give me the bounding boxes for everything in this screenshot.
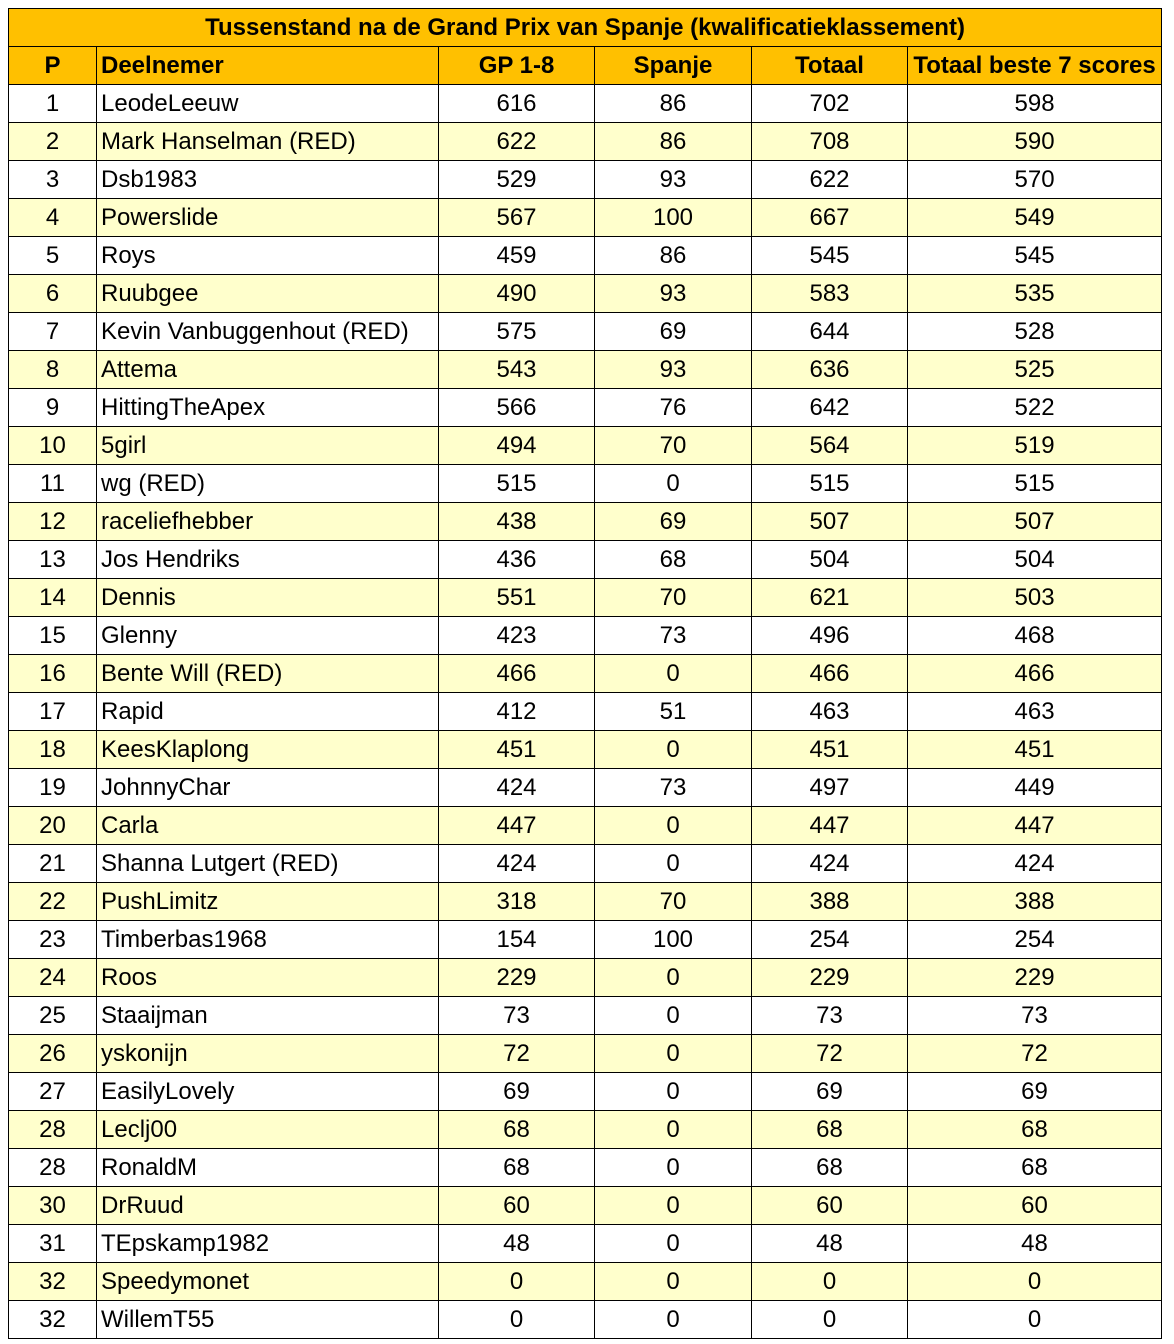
cell-total[interactable]: 545 <box>752 237 908 275</box>
header-best-7-total[interactable]: Totaal beste 7 scores <box>908 47 1162 85</box>
table-row <box>9 769 1162 807</box>
cell-participant[interactable]: Carla <box>97 807 439 845</box>
cell-total[interactable]: 451 <box>752 731 908 769</box>
cell-gp-1-8[interactable]: 436 <box>439 541 595 579</box>
cell-position[interactable]: 22 <box>9 883 97 921</box>
cell-total[interactable]: 68 <box>752 1111 908 1149</box>
cell-spain[interactable]: 0 <box>595 1263 752 1301</box>
cell-participant[interactable]: RonaldM <box>97 1149 439 1187</box>
cell-gp-1-8[interactable]: 566 <box>439 389 595 427</box>
cell-best-7-total[interactable]: 515 <box>908 465 1162 503</box>
cell-best-7-total[interactable]: 535 <box>908 275 1162 313</box>
cell-gp-1-8[interactable]: 459 <box>439 237 595 275</box>
table-row <box>9 161 1162 199</box>
cell-position[interactable]: 9 <box>9 389 97 427</box>
cell-participant[interactable]: EasilyLovely <box>97 1073 439 1111</box>
cell-best-7-total[interactable]: 229 <box>908 959 1162 997</box>
cell-best-7-total[interactable]: 507 <box>908 503 1162 541</box>
cell-gp-1-8[interactable]: 451 <box>439 731 595 769</box>
cell-gp-1-8[interactable]: 229 <box>439 959 595 997</box>
cell-participant[interactable]: HittingTheApex <box>97 389 439 427</box>
cell-participant[interactable]: Rapid <box>97 693 439 731</box>
cell-best-7-total[interactable]: 69 <box>908 1073 1162 1111</box>
cell-position[interactable]: 24 <box>9 959 97 997</box>
cell-participant[interactable]: DrRuud <box>97 1187 439 1225</box>
cell-participant[interactable]: Kevin Vanbuggenhout (RED) <box>97 313 439 351</box>
cell-participant[interactable]: Staaijman <box>97 997 439 1035</box>
cell-total[interactable]: 507 <box>752 503 908 541</box>
cell-spain[interactable]: 0 <box>595 1187 752 1225</box>
cell-position[interactable]: 10 <box>9 427 97 465</box>
standings-sheet <box>8 8 1162 1339</box>
cell-gp-1-8[interactable]: 424 <box>439 845 595 883</box>
header-gp-1-8[interactable]: GP 1-8 <box>439 47 595 85</box>
header-total[interactable]: Totaal <box>752 47 908 85</box>
table-row <box>9 1035 1162 1073</box>
table-row <box>9 313 1162 351</box>
cell-spain[interactable]: 0 <box>595 465 752 503</box>
cell-best-7-total[interactable]: 0 <box>908 1301 1162 1339</box>
header-row <box>9 47 1162 85</box>
cell-position[interactable]: 25 <box>9 997 97 1035</box>
cell-position[interactable]: 12 <box>9 503 97 541</box>
cell-gp-1-8[interactable]: 412 <box>439 693 595 731</box>
cell-spain[interactable]: 70 <box>595 579 752 617</box>
cell-total[interactable]: 621 <box>752 579 908 617</box>
table-title[interactable]: Tussenstand na de Grand Prix van Spanje (kwalificatieklassement) <box>9 9 1162 47</box>
cell-spain[interactable]: 76 <box>595 389 752 427</box>
table-row <box>9 541 1162 579</box>
cell-spain[interactable]: 0 <box>595 997 752 1035</box>
cell-gp-1-8[interactable]: 543 <box>439 351 595 389</box>
cell-spain[interactable]: 0 <box>595 1073 752 1111</box>
cell-total[interactable]: 424 <box>752 845 908 883</box>
table-row <box>9 123 1162 161</box>
cell-best-7-total[interactable]: 549 <box>908 199 1162 237</box>
cell-participant[interactable]: raceliefhebber <box>97 503 439 541</box>
table-row <box>9 883 1162 921</box>
cell-total[interactable]: 504 <box>752 541 908 579</box>
cell-best-7-total[interactable]: 447 <box>908 807 1162 845</box>
table-row <box>9 85 1162 123</box>
cell-participant[interactable]: wg (RED) <box>97 465 439 503</box>
table-row <box>9 1187 1162 1225</box>
cell-participant[interactable]: Roys <box>97 237 439 275</box>
cell-gp-1-8[interactable]: 0 <box>439 1263 595 1301</box>
cell-participant[interactable]: 5girl <box>97 427 439 465</box>
cell-spain[interactable]: 0 <box>595 731 752 769</box>
cell-gp-1-8[interactable]: 423 <box>439 617 595 655</box>
table-row <box>9 275 1162 313</box>
cell-gp-1-8[interactable]: 73 <box>439 997 595 1035</box>
table-row <box>9 1111 1162 1149</box>
cell-participant[interactable]: JohnnyChar <box>97 769 439 807</box>
cell-participant[interactable]: Glenny <box>97 617 439 655</box>
cell-spain[interactable]: 86 <box>595 85 752 123</box>
cell-position[interactable]: 32 <box>9 1263 97 1301</box>
table-row <box>9 997 1162 1035</box>
cell-participant[interactable]: Powerslide <box>97 199 439 237</box>
cell-spain[interactable]: 0 <box>595 845 752 883</box>
cell-participant[interactable]: Mark Hanselman (RED) <box>97 123 439 161</box>
cell-best-7-total[interactable]: 451 <box>908 731 1162 769</box>
cell-participant[interactable]: Timberbas1968 <box>97 921 439 959</box>
cell-participant[interactable]: Dennis <box>97 579 439 617</box>
header-position[interactable]: P <box>9 47 97 85</box>
cell-spain[interactable]: 0 <box>595 807 752 845</box>
cell-total[interactable]: 254 <box>752 921 908 959</box>
cell-total[interactable]: 497 <box>752 769 908 807</box>
cell-gp-1-8[interactable]: 438 <box>439 503 595 541</box>
cell-best-7-total[interactable]: 72 <box>908 1035 1162 1073</box>
title-row <box>9 9 1162 47</box>
cell-best-7-total[interactable]: 545 <box>908 237 1162 275</box>
cell-total[interactable]: 48 <box>752 1225 908 1263</box>
cell-position[interactable]: 23 <box>9 921 97 959</box>
cell-total[interactable]: 708 <box>752 123 908 161</box>
cell-best-7-total[interactable]: 68 <box>908 1149 1162 1187</box>
table-row <box>9 351 1162 389</box>
cell-position[interactable]: 31 <box>9 1225 97 1263</box>
cell-spain[interactable]: 69 <box>595 313 752 351</box>
cell-gp-1-8[interactable]: 494 <box>439 427 595 465</box>
cell-position[interactable]: 32 <box>9 1301 97 1339</box>
cell-gp-1-8[interactable]: 72 <box>439 1035 595 1073</box>
cell-best-7-total[interactable]: 466 <box>908 655 1162 693</box>
cell-gp-1-8[interactable]: 575 <box>439 313 595 351</box>
cell-spain[interactable]: 0 <box>595 1225 752 1263</box>
cell-gp-1-8[interactable]: 60 <box>439 1187 595 1225</box>
cell-spain[interactable]: 0 <box>595 1149 752 1187</box>
cell-position[interactable]: 28 <box>9 1149 97 1187</box>
cell-total[interactable]: 0 <box>752 1301 908 1339</box>
cell-position[interactable]: 30 <box>9 1187 97 1225</box>
cell-participant[interactable]: TEpskamp1982 <box>97 1225 439 1263</box>
cell-total[interactable]: 466 <box>752 655 908 693</box>
cell-total[interactable]: 515 <box>752 465 908 503</box>
table-row <box>9 427 1162 465</box>
table-row <box>9 807 1162 845</box>
cell-position[interactable]: 27 <box>9 1073 97 1111</box>
cell-spain[interactable]: 93 <box>595 275 752 313</box>
cell-participant[interactable]: Leclj00 <box>97 1111 439 1149</box>
cell-total[interactable]: 0 <box>752 1263 908 1301</box>
cell-position[interactable]: 2 <box>9 123 97 161</box>
cell-gp-1-8[interactable]: 68 <box>439 1149 595 1187</box>
cell-gp-1-8[interactable]: 490 <box>439 275 595 313</box>
cell-participant[interactable]: yskonijn <box>97 1035 439 1073</box>
cell-total[interactable]: 72 <box>752 1035 908 1073</box>
cell-participant[interactable]: PushLimitz <box>97 883 439 921</box>
cell-participant[interactable]: WillemT55 <box>97 1301 439 1339</box>
header-participant[interactable]: Deelnemer <box>97 47 439 85</box>
cell-total[interactable]: 564 <box>752 427 908 465</box>
cell-best-7-total[interactable]: 522 <box>908 389 1162 427</box>
cell-total[interactable]: 388 <box>752 883 908 921</box>
cell-position[interactable]: 3 <box>9 161 97 199</box>
table-row <box>9 503 1162 541</box>
cell-spain[interactable]: 100 <box>595 921 752 959</box>
cell-best-7-total[interactable]: 424 <box>908 845 1162 883</box>
cell-best-7-total[interactable]: 60 <box>908 1187 1162 1225</box>
cell-spain[interactable]: 86 <box>595 123 752 161</box>
cell-gp-1-8[interactable]: 567 <box>439 199 595 237</box>
table-row <box>9 845 1162 883</box>
cell-participant[interactable]: Roos <box>97 959 439 997</box>
table-row <box>9 693 1162 731</box>
table-row <box>9 1301 1162 1339</box>
cell-participant[interactable]: Ruubgee <box>97 275 439 313</box>
table-row <box>9 921 1162 959</box>
cell-best-7-total[interactable]: 503 <box>908 579 1162 617</box>
cell-gp-1-8[interactable]: 515 <box>439 465 595 503</box>
cell-position[interactable]: 17 <box>9 693 97 731</box>
cell-spain[interactable]: 68 <box>595 541 752 579</box>
cell-participant[interactable]: Attema <box>97 351 439 389</box>
cell-spain[interactable]: 73 <box>595 617 752 655</box>
cell-spain[interactable]: 73 <box>595 769 752 807</box>
cell-total[interactable]: 463 <box>752 693 908 731</box>
table-body <box>9 85 1162 1339</box>
table-row <box>9 199 1162 237</box>
table-row <box>9 617 1162 655</box>
cell-best-7-total[interactable]: 0 <box>908 1263 1162 1301</box>
cell-position[interactable]: 16 <box>9 655 97 693</box>
cell-participant[interactable]: Dsb1983 <box>97 161 439 199</box>
table-row <box>9 465 1162 503</box>
cell-spain[interactable]: 0 <box>595 959 752 997</box>
cell-gp-1-8[interactable]: 447 <box>439 807 595 845</box>
standings-table <box>8 8 1162 1339</box>
cell-best-7-total[interactable]: 468 <box>908 617 1162 655</box>
cell-total[interactable]: 447 <box>752 807 908 845</box>
cell-best-7-total[interactable]: 525 <box>908 351 1162 389</box>
cell-gp-1-8[interactable]: 48 <box>439 1225 595 1263</box>
cell-gp-1-8[interactable]: 529 <box>439 161 595 199</box>
cell-best-7-total[interactable]: 48 <box>908 1225 1162 1263</box>
cell-spain[interactable]: 70 <box>595 427 752 465</box>
table-row <box>9 655 1162 693</box>
cell-total[interactable]: 68 <box>752 1149 908 1187</box>
cell-gp-1-8[interactable]: 0 <box>439 1301 595 1339</box>
cell-best-7-total[interactable]: 254 <box>908 921 1162 959</box>
cell-spain[interactable]: 69 <box>595 503 752 541</box>
cell-total[interactable]: 667 <box>752 199 908 237</box>
cell-total[interactable]: 636 <box>752 351 908 389</box>
cell-participant[interactable]: Jos Hendriks <box>97 541 439 579</box>
cell-position[interactable]: 7 <box>9 313 97 351</box>
cell-spain[interactable]: 93 <box>595 161 752 199</box>
cell-gp-1-8[interactable]: 466 <box>439 655 595 693</box>
cell-position[interactable]: 1 <box>9 85 97 123</box>
table-row <box>9 959 1162 997</box>
cell-position[interactable]: 8 <box>9 351 97 389</box>
table-row <box>9 731 1162 769</box>
cell-position[interactable]: 6 <box>9 275 97 313</box>
cell-position[interactable]: 5 <box>9 237 97 275</box>
cell-gp-1-8[interactable]: 318 <box>439 883 595 921</box>
cell-best-7-total[interactable]: 590 <box>908 123 1162 161</box>
cell-gp-1-8[interactable]: 616 <box>439 85 595 123</box>
cell-spain[interactable]: 0 <box>595 655 752 693</box>
cell-total[interactable]: 622 <box>752 161 908 199</box>
table-row <box>9 1225 1162 1263</box>
cell-position[interactable]: 15 <box>9 617 97 655</box>
cell-gp-1-8[interactable]: 154 <box>439 921 595 959</box>
cell-total[interactable]: 69 <box>752 1073 908 1111</box>
cell-total[interactable]: 702 <box>752 85 908 123</box>
cell-position[interactable]: 19 <box>9 769 97 807</box>
cell-spain[interactable]: 70 <box>595 883 752 921</box>
cell-position[interactable]: 13 <box>9 541 97 579</box>
cell-spain[interactable]: 0 <box>595 1301 752 1339</box>
cell-total[interactable]: 60 <box>752 1187 908 1225</box>
cell-best-7-total[interactable]: 504 <box>908 541 1162 579</box>
cell-spain[interactable]: 100 <box>595 199 752 237</box>
cell-gp-1-8[interactable]: 551 <box>439 579 595 617</box>
cell-participant[interactable]: Bente Will (RED) <box>97 655 439 693</box>
table-row <box>9 237 1162 275</box>
table-row <box>9 389 1162 427</box>
cell-participant[interactable]: Shanna Lutgert (RED) <box>97 845 439 883</box>
cell-spain[interactable]: 93 <box>595 351 752 389</box>
cell-position[interactable]: 28 <box>9 1111 97 1149</box>
cell-total[interactable]: 229 <box>752 959 908 997</box>
cell-participant[interactable]: KeesKlaplong <box>97 731 439 769</box>
cell-spain[interactable]: 86 <box>595 237 752 275</box>
cell-position[interactable]: 14 <box>9 579 97 617</box>
cell-gp-1-8[interactable]: 68 <box>439 1111 595 1149</box>
cell-total[interactable]: 496 <box>752 617 908 655</box>
cell-spain[interactable]: 0 <box>595 1111 752 1149</box>
table-row <box>9 1263 1162 1301</box>
cell-position[interactable]: 20 <box>9 807 97 845</box>
cell-participant[interactable]: LeodeLeeuw <box>97 85 439 123</box>
cell-position[interactable]: 21 <box>9 845 97 883</box>
cell-best-7-total[interactable]: 73 <box>908 997 1162 1035</box>
cell-total[interactable]: 73 <box>752 997 908 1035</box>
cell-total[interactable]: 642 <box>752 389 908 427</box>
header-spain[interactable]: Spanje <box>595 47 752 85</box>
cell-spain[interactable]: 51 <box>595 693 752 731</box>
cell-best-7-total[interactable]: 570 <box>908 161 1162 199</box>
cell-best-7-total[interactable]: 519 <box>908 427 1162 465</box>
table-row <box>9 579 1162 617</box>
cell-best-7-total[interactable]: 528 <box>908 313 1162 351</box>
cell-gp-1-8[interactable]: 622 <box>439 123 595 161</box>
table-row <box>9 1149 1162 1187</box>
table-row <box>9 1073 1162 1111</box>
cell-position[interactable]: 18 <box>9 731 97 769</box>
cell-best-7-total[interactable]: 388 <box>908 883 1162 921</box>
cell-position[interactable]: 4 <box>9 199 97 237</box>
cell-total[interactable]: 644 <box>752 313 908 351</box>
cell-spain[interactable]: 0 <box>595 1035 752 1073</box>
cell-best-7-total[interactable]: 463 <box>908 693 1162 731</box>
cell-position[interactable]: 11 <box>9 465 97 503</box>
cell-best-7-total[interactable]: 449 <box>908 769 1162 807</box>
cell-best-7-total[interactable]: 68 <box>908 1111 1162 1149</box>
cell-gp-1-8[interactable]: 424 <box>439 769 595 807</box>
cell-total[interactable]: 583 <box>752 275 908 313</box>
cell-best-7-total[interactable]: 598 <box>908 85 1162 123</box>
cell-gp-1-8[interactable]: 69 <box>439 1073 595 1111</box>
cell-participant[interactable]: Speedymonet <box>97 1263 439 1301</box>
cell-position[interactable]: 26 <box>9 1035 97 1073</box>
